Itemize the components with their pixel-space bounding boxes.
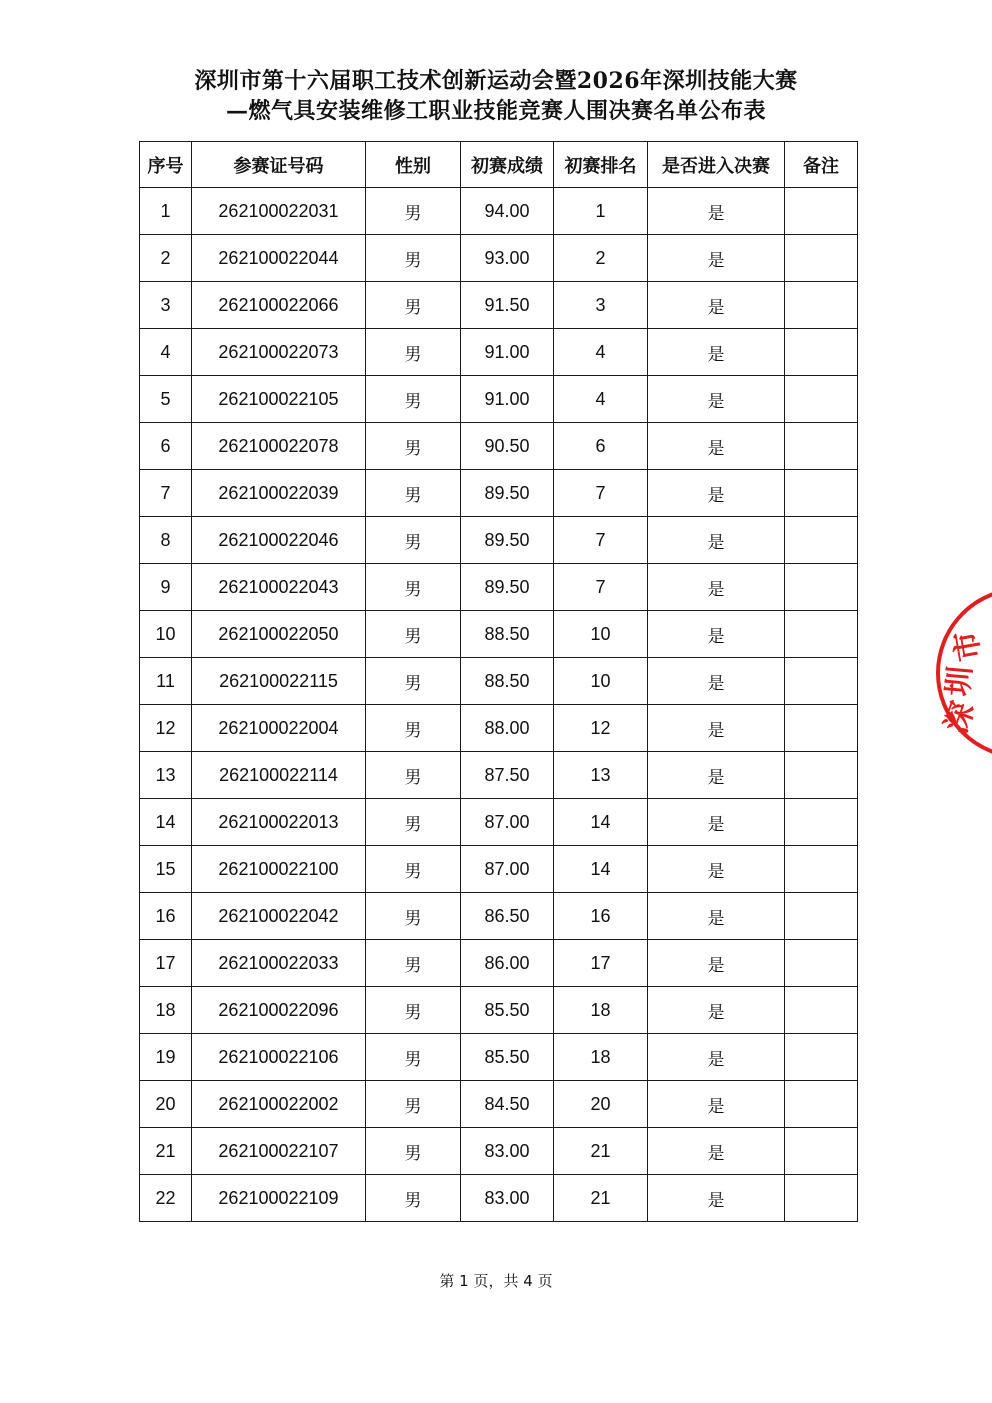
- row-rank: 18: [554, 1034, 648, 1081]
- row-note: [785, 188, 858, 235]
- row-gender: 男: [366, 893, 461, 940]
- row-score: 85.50: [461, 1034, 554, 1081]
- table-row: [140, 188, 858, 235]
- row-no: 19: [140, 1034, 192, 1081]
- row-note: [785, 1128, 858, 1175]
- row-id: 262100022114: [192, 752, 366, 799]
- row-gender: 男: [366, 376, 461, 423]
- row-id: 262100022031: [192, 188, 366, 235]
- row-note: [785, 564, 858, 611]
- row-qualified: 是: [648, 564, 785, 611]
- row-score: 83.00: [461, 1128, 554, 1175]
- row-gender: 男: [366, 705, 461, 752]
- row-id: 262100022100: [192, 846, 366, 893]
- row-gender: 男: [366, 1081, 461, 1128]
- row-note: [785, 470, 858, 517]
- row-rank: 20: [554, 1081, 648, 1128]
- row-note: [785, 846, 858, 893]
- row-note: [785, 235, 858, 282]
- row-rank: 6: [554, 423, 648, 470]
- row-note: [785, 1175, 858, 1222]
- row-score: 89.50: [461, 517, 554, 564]
- row-id: 262100022078: [192, 423, 366, 470]
- table-row: [140, 470, 858, 517]
- row-gender: 男: [366, 1128, 461, 1175]
- row-gender: 男: [366, 1175, 461, 1222]
- row-rank: 7: [554, 470, 648, 517]
- row-rank: 7: [554, 517, 648, 564]
- row-id: 262100022043: [192, 564, 366, 611]
- table-row: [140, 329, 858, 376]
- row-note: [785, 517, 858, 564]
- table-row: [140, 752, 858, 799]
- row-score: 85.50: [461, 987, 554, 1034]
- row-rank: 10: [554, 611, 648, 658]
- row-id: 262100022044: [192, 235, 366, 282]
- row-qualified: 是: [648, 188, 785, 235]
- row-id: 262100022107: [192, 1128, 366, 1175]
- row-gender: 男: [366, 940, 461, 987]
- results-table: [139, 141, 858, 1222]
- row-rank: 4: [554, 376, 648, 423]
- row-id: 262100022042: [192, 893, 366, 940]
- row-no: 13: [140, 752, 192, 799]
- row-gender: 男: [366, 799, 461, 846]
- row-id: 262100022105: [192, 376, 366, 423]
- row-no: 10: [140, 611, 192, 658]
- table-row: [140, 799, 858, 846]
- row-score: 93.00: [461, 235, 554, 282]
- table-row: [140, 705, 858, 752]
- row-qualified: 是: [648, 282, 785, 329]
- row-id: 262100022066: [192, 282, 366, 329]
- row-gender: 男: [366, 282, 461, 329]
- row-score: 87.00: [461, 846, 554, 893]
- row-no: 16: [140, 893, 192, 940]
- row-no: 3: [140, 282, 192, 329]
- header-score: 初赛成绩: [461, 142, 554, 188]
- row-rank: 14: [554, 799, 648, 846]
- row-gender: 男: [366, 470, 461, 517]
- header-gender: 性别: [366, 142, 461, 188]
- row-gender: 男: [366, 564, 461, 611]
- row-score: 94.00: [461, 188, 554, 235]
- row-gender: 男: [366, 517, 461, 564]
- row-score: 91.00: [461, 329, 554, 376]
- row-qualified: 是: [648, 423, 785, 470]
- table-row: [140, 658, 858, 705]
- row-no: 6: [140, 423, 192, 470]
- row-id: 262100022106: [192, 1034, 366, 1081]
- row-no: 4: [140, 329, 192, 376]
- row-no: 5: [140, 376, 192, 423]
- row-rank: 21: [554, 1128, 648, 1175]
- row-gender: 男: [366, 188, 461, 235]
- row-gender: 男: [366, 846, 461, 893]
- row-no: 2: [140, 235, 192, 282]
- header-no: 序号: [140, 142, 192, 188]
- table-row: [140, 611, 858, 658]
- seal-char: 深: [938, 697, 982, 738]
- table-row: [140, 564, 858, 611]
- row-id: 262100022004: [192, 705, 366, 752]
- row-note: [785, 329, 858, 376]
- row-note: [785, 376, 858, 423]
- table-row: [140, 1034, 858, 1081]
- page-subtitle: —燃气具安装维修工职业技能竞赛人围决赛名单公布表: [225, 98, 766, 124]
- row-note: [785, 799, 858, 846]
- row-score: 89.50: [461, 564, 554, 611]
- row-note: [785, 658, 858, 705]
- row-rank: 7: [554, 564, 648, 611]
- row-qualified: 是: [648, 705, 785, 752]
- table-header-row: [140, 142, 858, 188]
- table-row: [140, 1081, 858, 1128]
- row-rank: 4: [554, 329, 648, 376]
- row-qualified: 是: [648, 235, 785, 282]
- table-row: [140, 987, 858, 1034]
- row-rank: 16: [554, 893, 648, 940]
- row-rank: 12: [554, 705, 648, 752]
- row-score: 88.00: [461, 705, 554, 752]
- row-id: 262100022115: [192, 658, 366, 705]
- row-no: 17: [140, 940, 192, 987]
- row-no: 21: [140, 1128, 192, 1175]
- row-score: 86.00: [461, 940, 554, 987]
- row-score: 87.00: [461, 799, 554, 846]
- row-gender: 男: [366, 752, 461, 799]
- row-id: 262100022050: [192, 611, 366, 658]
- table-row: [140, 893, 858, 940]
- row-score: 90.50: [461, 423, 554, 470]
- row-gender: 男: [366, 423, 461, 470]
- row-id: 262100022109: [192, 1175, 366, 1222]
- row-qualified: 是: [648, 658, 785, 705]
- row-no: 20: [140, 1081, 192, 1128]
- row-rank: 21: [554, 1175, 648, 1222]
- row-qualified: 是: [648, 752, 785, 799]
- header-rank: 初赛排名: [554, 142, 648, 188]
- table-row: [140, 235, 858, 282]
- table-row: [140, 1128, 858, 1175]
- row-score: 91.50: [461, 282, 554, 329]
- row-id: 262100022002: [192, 1081, 366, 1128]
- row-note: [785, 987, 858, 1034]
- row-note: [785, 705, 858, 752]
- row-no: 7: [140, 470, 192, 517]
- row-qualified: 是: [648, 1175, 785, 1222]
- row-qualified: 是: [648, 987, 785, 1034]
- row-id: 262100022039: [192, 470, 366, 517]
- row-gender: 男: [366, 611, 461, 658]
- row-gender: 男: [366, 987, 461, 1034]
- row-gender: 男: [366, 329, 461, 376]
- row-no: 11: [140, 658, 192, 705]
- row-score: 88.50: [461, 658, 554, 705]
- row-note: [785, 611, 858, 658]
- row-rank: 13: [554, 752, 648, 799]
- row-note: [785, 423, 858, 470]
- header-qualified: 是否进入决赛: [648, 142, 785, 188]
- table-row: [140, 846, 858, 893]
- seal-char: 市: [948, 628, 988, 664]
- table-row: [140, 940, 858, 987]
- row-note: [785, 752, 858, 799]
- row-note: [785, 1034, 858, 1081]
- row-qualified: 是: [648, 1034, 785, 1081]
- row-rank: 18: [554, 987, 648, 1034]
- page-title: 深圳市第十六届职工技术创新运动会暨2026年深圳技能大赛: [194, 68, 798, 94]
- row-qualified: 是: [648, 846, 785, 893]
- row-no: 8: [140, 517, 192, 564]
- table-row: [140, 517, 858, 564]
- row-score: 83.00: [461, 1175, 554, 1222]
- row-rank: 3: [554, 282, 648, 329]
- row-qualified: 是: [648, 611, 785, 658]
- table-row: [140, 282, 858, 329]
- row-qualified: 是: [648, 376, 785, 423]
- row-note: [785, 282, 858, 329]
- table-body: [140, 188, 858, 1222]
- row-note: [785, 893, 858, 940]
- table-row: [140, 423, 858, 470]
- row-qualified: 是: [648, 470, 785, 517]
- row-rank: 10: [554, 658, 648, 705]
- row-id: 262100022073: [192, 329, 366, 376]
- row-no: 14: [140, 799, 192, 846]
- row-qualified: 是: [648, 329, 785, 376]
- row-qualified: 是: [648, 940, 785, 987]
- row-qualified: 是: [648, 517, 785, 564]
- row-gender: 男: [366, 1034, 461, 1081]
- row-id: 262100022013: [192, 799, 366, 846]
- row-rank: 1: [554, 188, 648, 235]
- row-no: 1: [140, 188, 192, 235]
- row-score: 84.50: [461, 1081, 554, 1128]
- row-score: 88.50: [461, 611, 554, 658]
- row-no: 18: [140, 987, 192, 1034]
- row-no: 15: [140, 846, 192, 893]
- row-qualified: 是: [648, 893, 785, 940]
- row-note: [785, 940, 858, 987]
- header-id: 参赛证号码: [192, 142, 366, 188]
- row-rank: 14: [554, 846, 648, 893]
- table-row: [140, 1175, 858, 1222]
- page-footer: 第 1 页，共 4 页: [439, 1272, 553, 1290]
- row-no: 22: [140, 1175, 192, 1222]
- row-gender: 男: [366, 235, 461, 282]
- row-id: 262100022033: [192, 940, 366, 987]
- row-score: 86.50: [461, 893, 554, 940]
- row-qualified: 是: [648, 1081, 785, 1128]
- row-qualified: 是: [648, 799, 785, 846]
- row-id: 262100022096: [192, 987, 366, 1034]
- row-score: 87.50: [461, 752, 554, 799]
- row-rank: 2: [554, 235, 648, 282]
- row-qualified: 是: [648, 1128, 785, 1175]
- row-rank: 17: [554, 940, 648, 987]
- row-note: [785, 1081, 858, 1128]
- header-note: 备注: [785, 142, 858, 188]
- row-id: 262100022046: [192, 517, 366, 564]
- official-seal-icon: [930, 585, 992, 765]
- seal-char: 圳: [941, 664, 979, 698]
- row-score: 91.00: [461, 376, 554, 423]
- row-gender: 男: [366, 658, 461, 705]
- row-no: 12: [140, 705, 192, 752]
- row-no: 9: [140, 564, 192, 611]
- table-row: [140, 376, 858, 423]
- row-score: 89.50: [461, 470, 554, 517]
